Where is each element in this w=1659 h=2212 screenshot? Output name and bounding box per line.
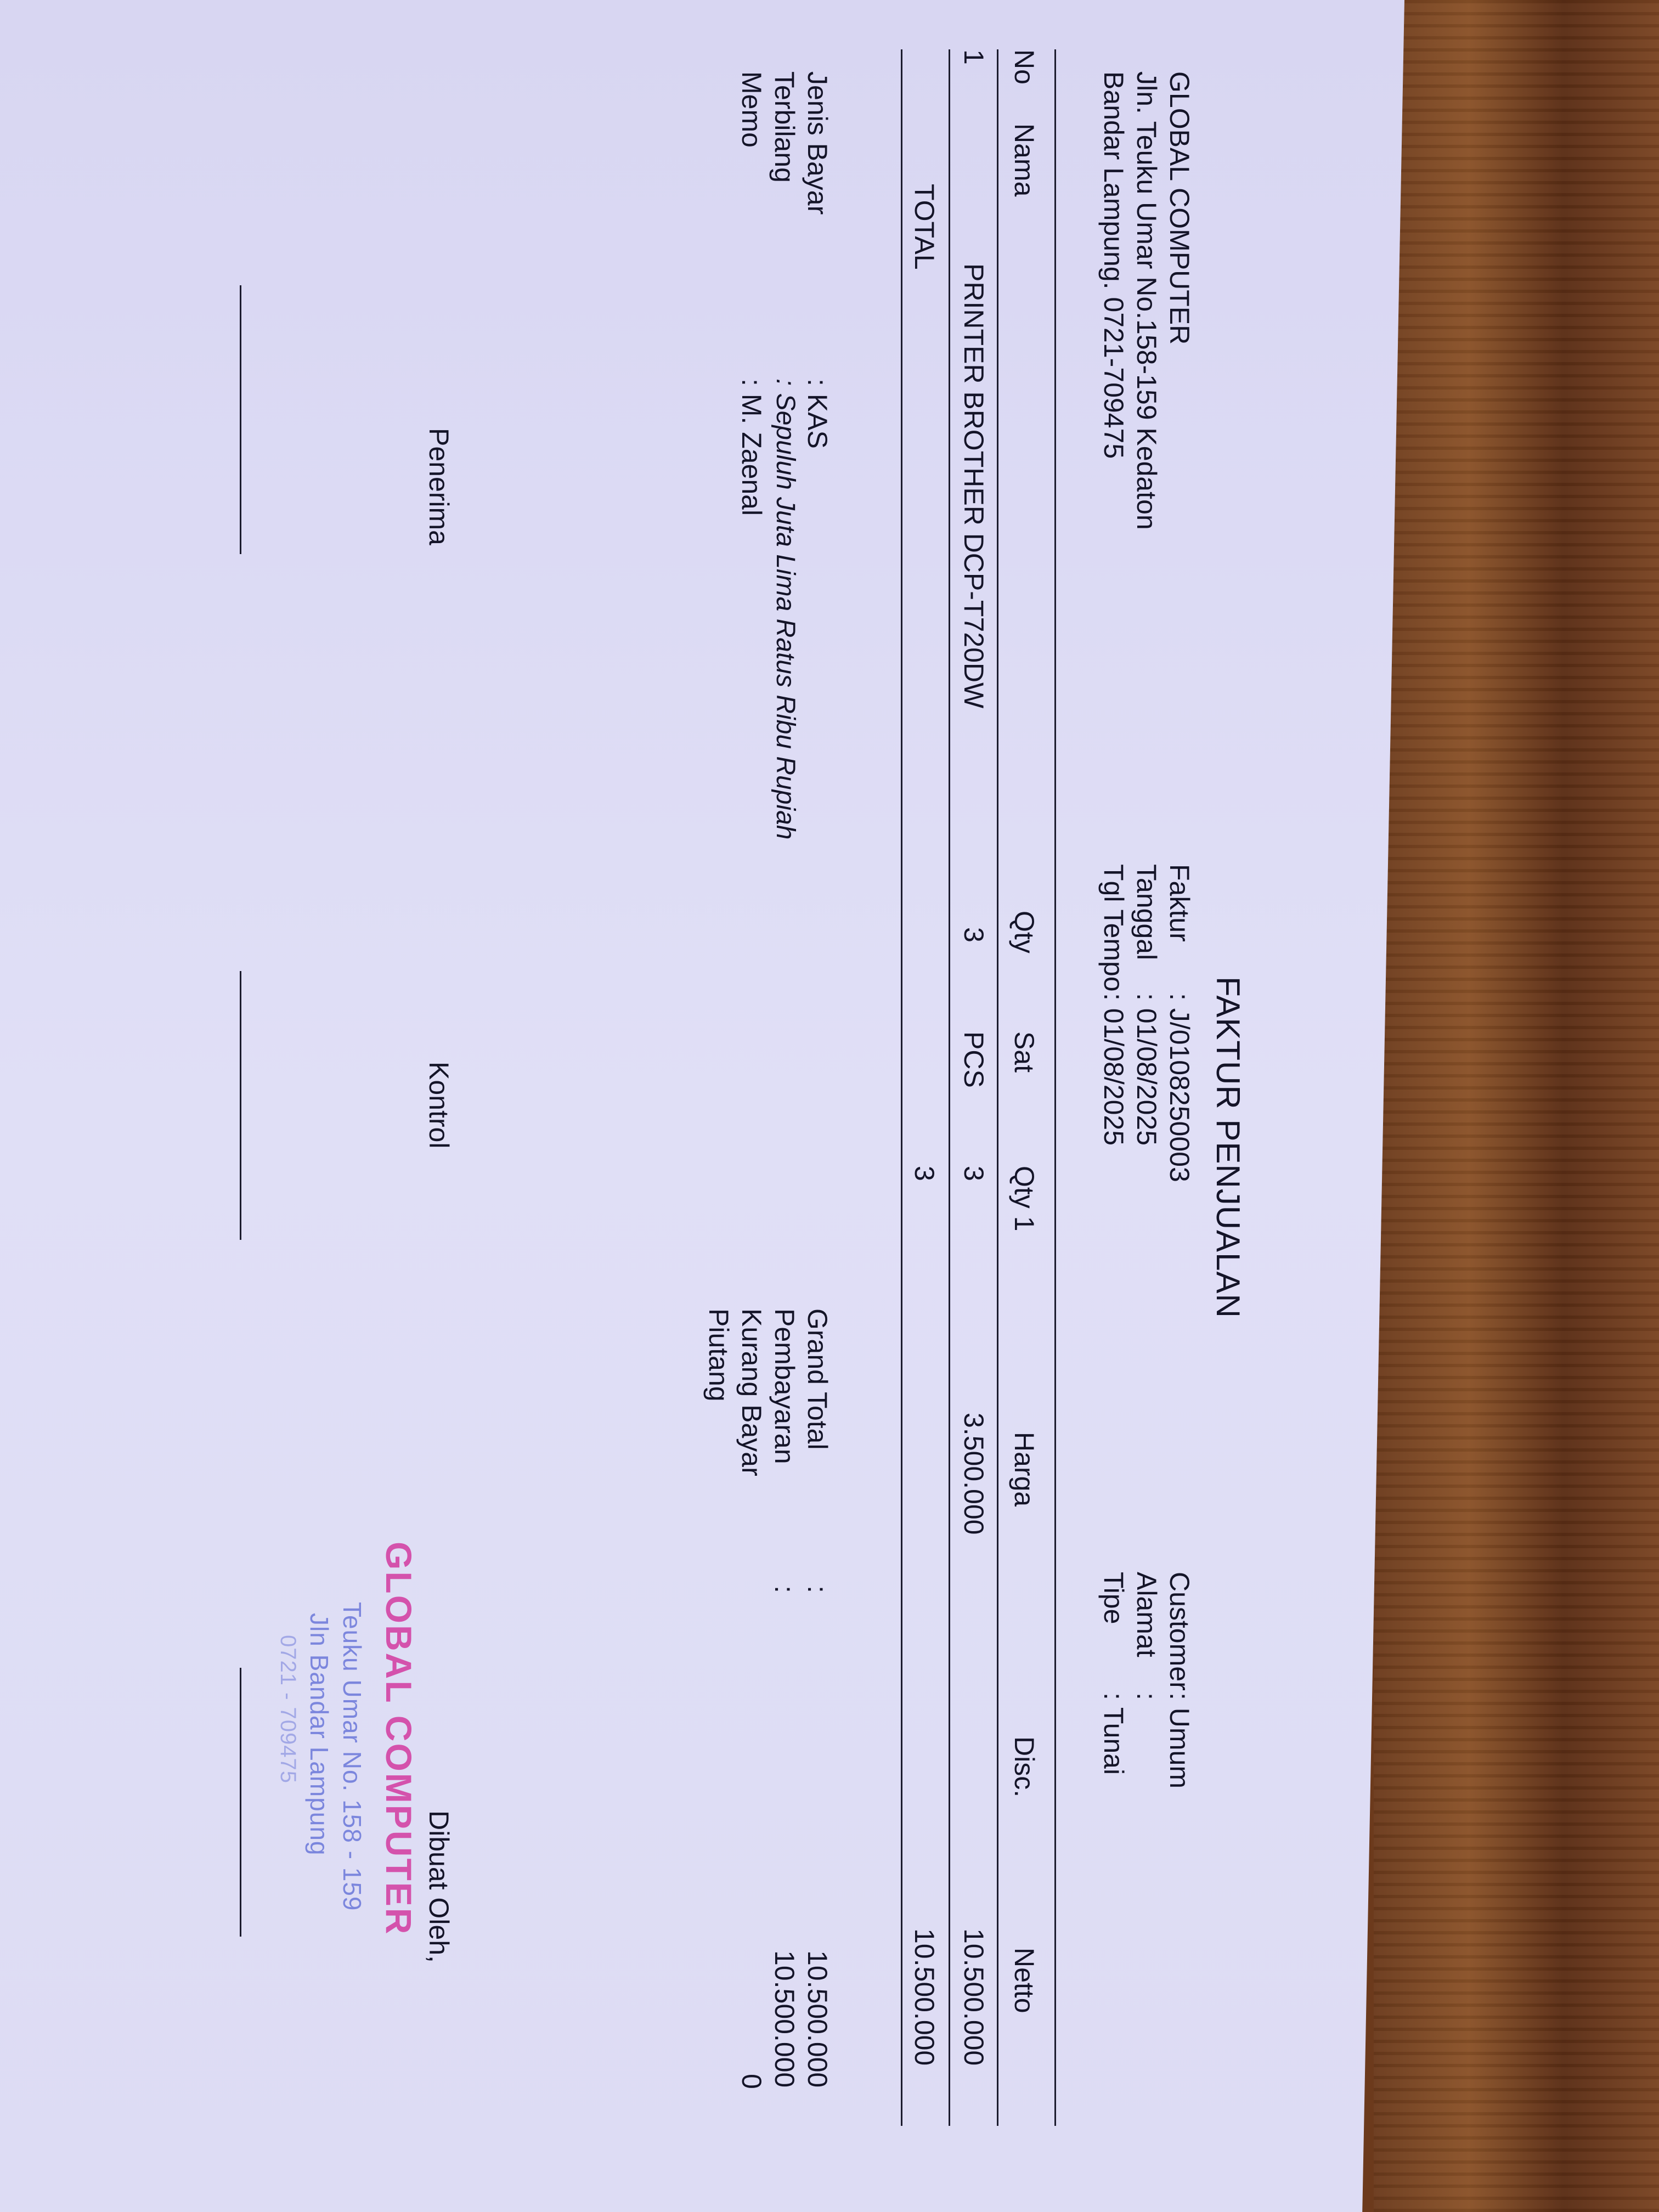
stamp-address-line2: Jln Bandar Lampung (305, 1613, 334, 1856)
header-qty1: Qty 1 (1009, 1166, 1040, 1232)
document-title: FAKTUR PENJUALAN (1210, 977, 1246, 1318)
row-netto: 10.500.000 (958, 1928, 989, 2066)
row-no: 1 (958, 49, 989, 65)
grand-total-label: Grand Total (802, 1308, 833, 1450)
faktur-value: : J/0108250003 (1164, 993, 1195, 1182)
pembayaran-colon: : (769, 1585, 800, 1593)
table-row-rule (949, 49, 950, 2126)
table-top-rule (1054, 49, 1056, 2126)
header-disc: Disc. (1009, 1736, 1040, 1798)
total-qty: 3 (909, 1166, 940, 1181)
signature-line-kontrol (240, 971, 241, 1240)
tanggal-label: Tanggal (1131, 864, 1162, 961)
faktur-label: Faktur (1164, 864, 1195, 942)
row-sat: PCS (958, 1031, 989, 1088)
memo-label: Memo (736, 71, 767, 148)
tanggal-value: : 01/08/2025 (1131, 993, 1162, 1146)
alamat-label: Alamat (1131, 1572, 1162, 1657)
signature-line-penerima (240, 285, 241, 554)
pembayaran-label: Pembayaran (769, 1308, 800, 1464)
tipe-label: Tipe (1098, 1572, 1129, 1624)
table-header-rule (997, 49, 998, 2126)
total-netto: 10.500.000 (909, 1928, 940, 2066)
row-qty: 3 (958, 927, 989, 943)
stamp-name: GLOBAL COMPUTER (379, 1542, 419, 1936)
header-no: No (1009, 49, 1040, 84)
signature-dibuat-oleh-label: Dibuat Oleh, (424, 1810, 454, 1963)
row-harga: 3.500.000 (958, 1413, 989, 1535)
wooden-table (1374, 0, 1659, 2212)
jenis-bayar-label: Jenis Bayar (802, 71, 833, 215)
grand-total-value: 10.500.000 (802, 1950, 833, 2088)
terbilang-label: Terbilang (769, 71, 800, 183)
stamp-address-line1: Teuku Umar No. 158 - 159 (338, 1602, 366, 1911)
terbilang-value: : Sepuluh Juta Lima Ratus Ribu Rupiah (771, 379, 800, 840)
signature-penerima-label: Penerima (424, 428, 454, 545)
tgl-tempo-label: Tgl Tempo (1098, 864, 1129, 992)
pembayaran-value: 10.500.000 (769, 1950, 800, 2088)
customer-value: : Umum (1164, 1692, 1195, 1788)
piutang-label: Piutang (703, 1308, 734, 1402)
kurang-bayar-label: Kurang Bayar (736, 1308, 767, 1476)
company-city-phone: Bandar Lampung. 0721-709475 (1098, 71, 1129, 459)
header-nama: Nama (1009, 123, 1040, 197)
header-sat: Sat (1009, 1031, 1040, 1073)
jenis-bayar-value: : KAS (802, 379, 833, 449)
memo-value: : M. Zaenal (736, 379, 767, 516)
tgl-tempo-value: : 01/08/2025 (1098, 993, 1129, 1146)
kurang-bayar-value: 0 (736, 2074, 767, 2089)
header-qty: Qty (1009, 911, 1040, 953)
row-qty1: 3 (958, 1166, 989, 1181)
company-address: Jln. Teuku Umar No.158-159 Kedaton (1131, 71, 1162, 530)
alamat-value: : (1131, 1692, 1162, 1700)
header-harga: Harga (1009, 1432, 1040, 1507)
total-label: TOTAL (909, 184, 940, 270)
signature-kontrol-label: Kontrol (424, 1062, 454, 1149)
tipe-value: : Tunai (1098, 1692, 1129, 1775)
stamp-address-line3: 0721 - 709475 (276, 1635, 300, 1784)
customer-label: Customer (1164, 1572, 1195, 1691)
signature-line-dibuat-oleh (240, 1668, 241, 1937)
table-bottom-rule (901, 49, 902, 2126)
company-name: GLOBAL COMPUTER (1164, 71, 1195, 345)
grand-total-colon: : (802, 1585, 833, 1593)
header-netto: Netto (1009, 1948, 1040, 2013)
row-nama: PRINTER BROTHER DCP-T720DW (958, 263, 989, 709)
